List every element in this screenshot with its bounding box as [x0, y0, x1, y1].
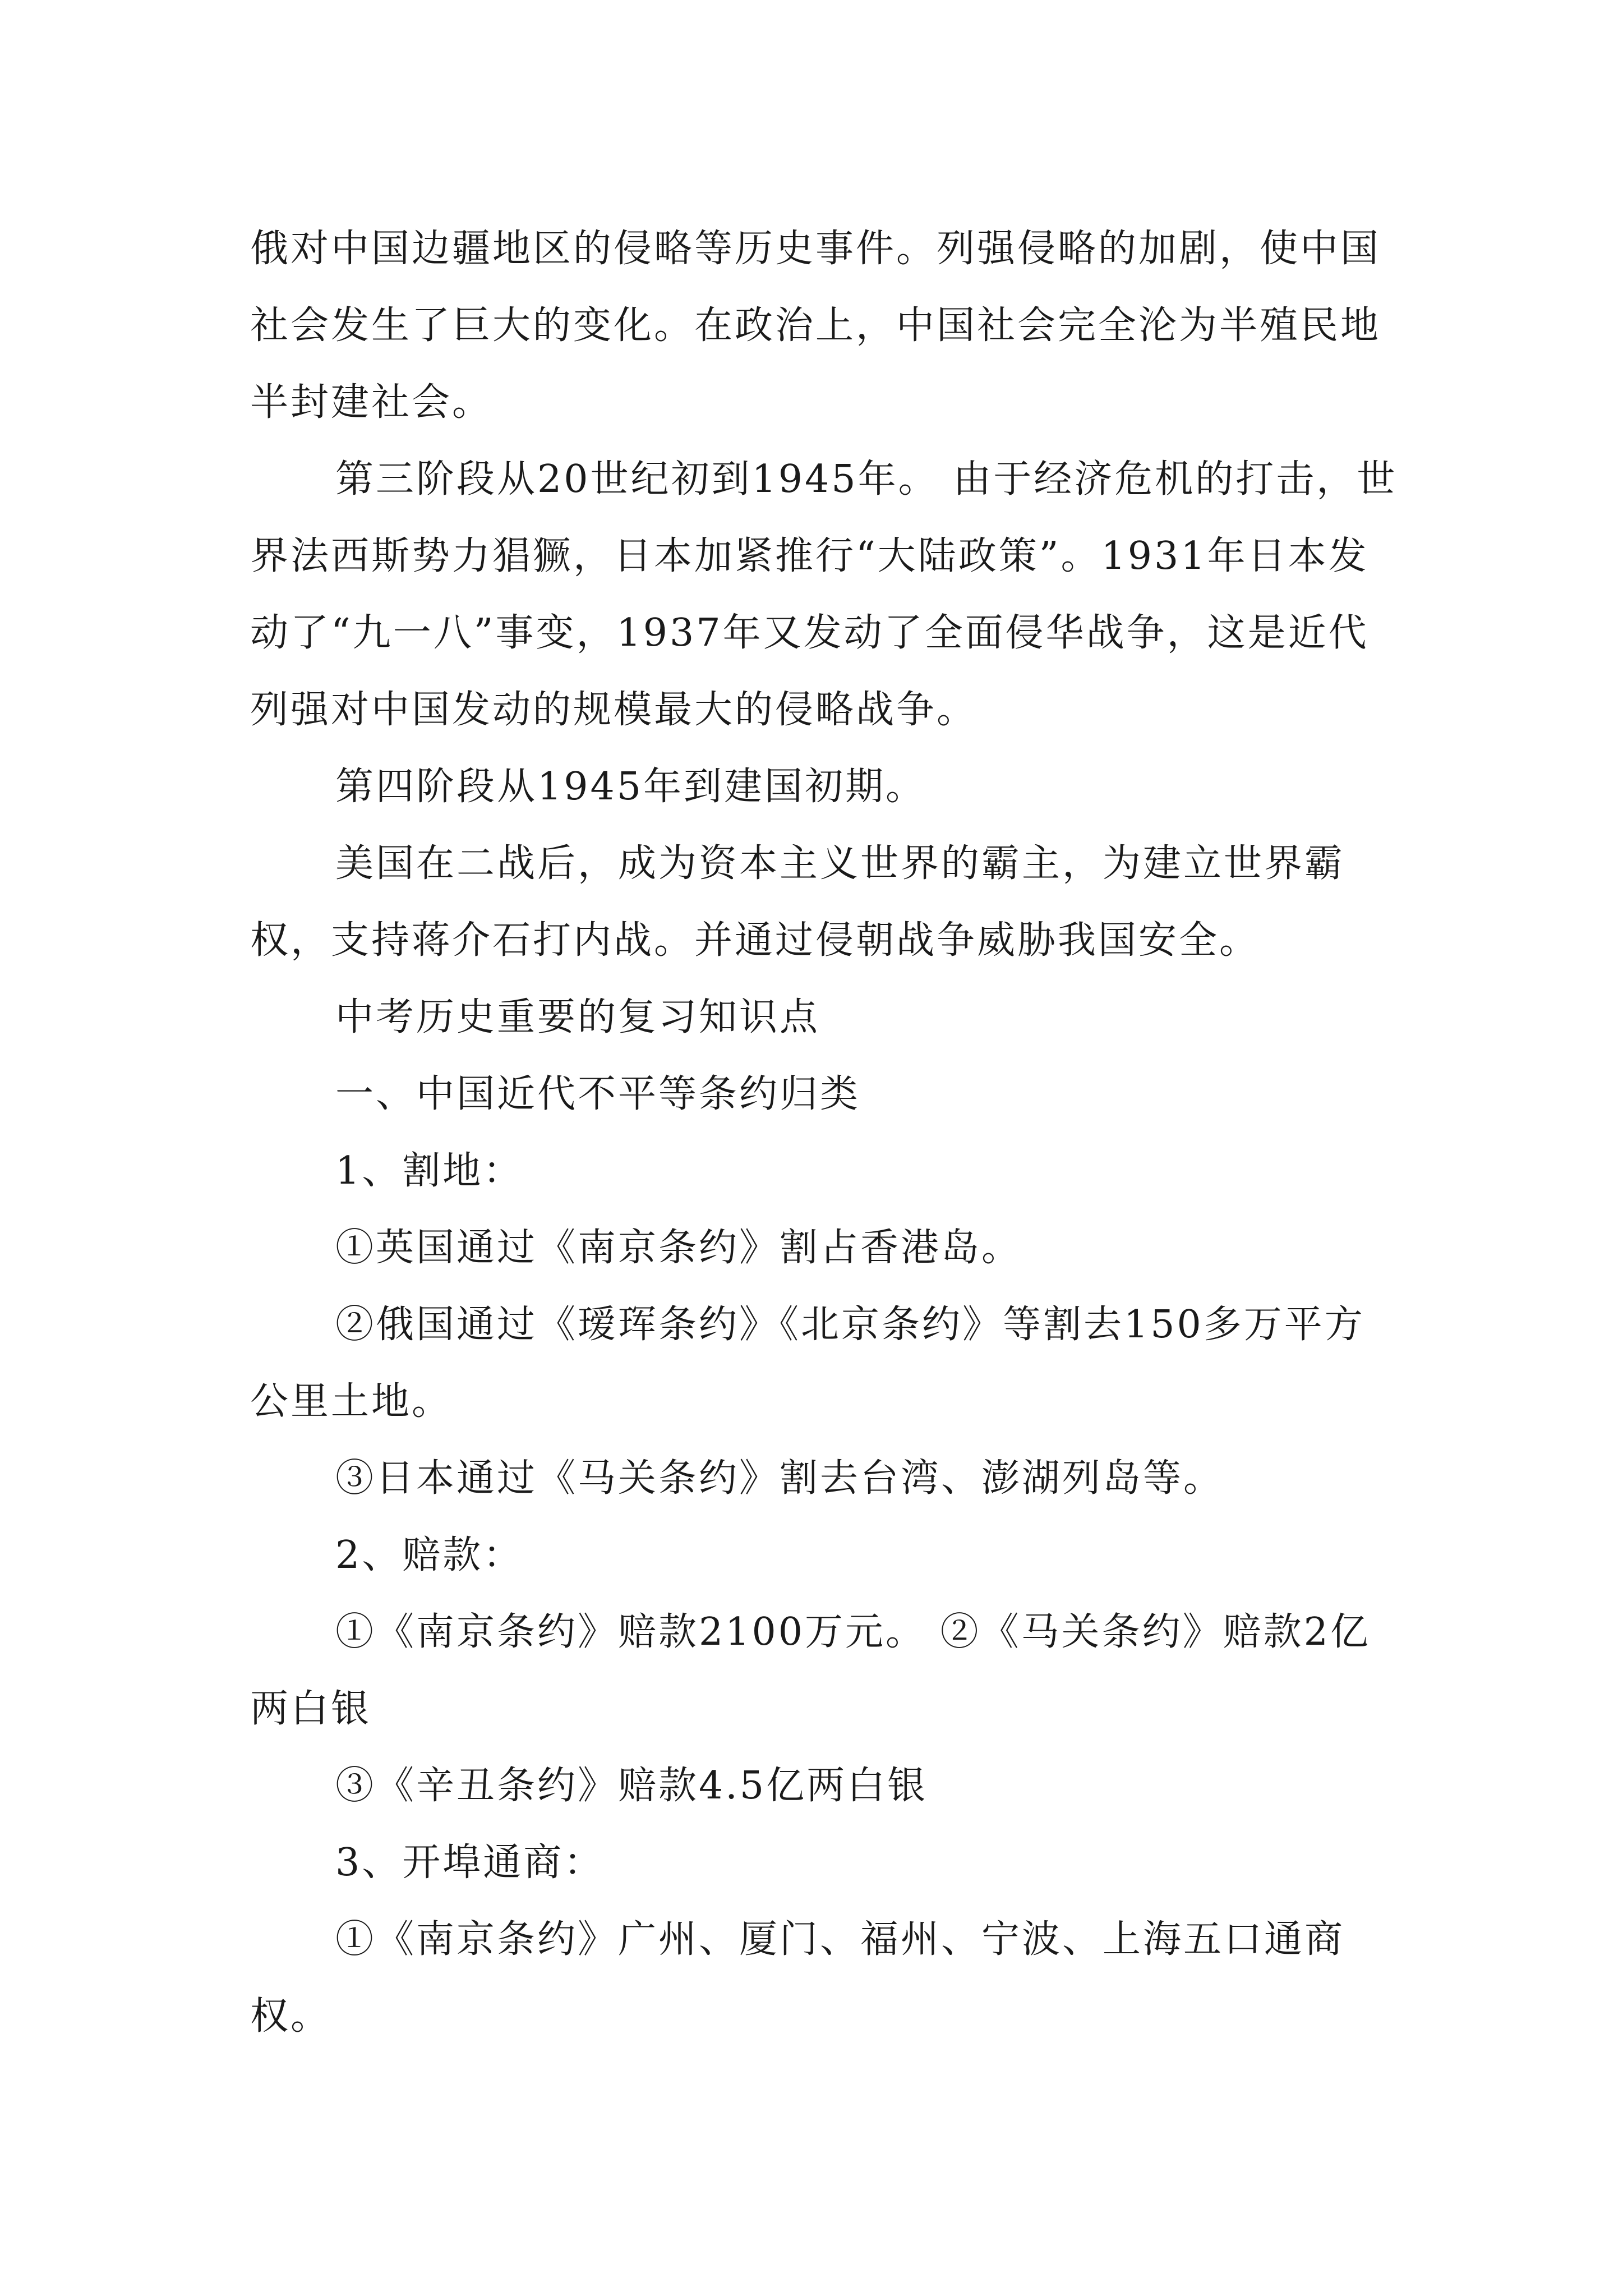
- list-item: ①《南京条约》广州、厦门、福州、宁波、上海五口通商权。: [250, 1917, 1345, 2039]
- paragraph-2: 第三阶段从20世纪初到1945年。 由于经济危机的打击，世界法西斯势力猖獗，日本加紧推行“大陆政策”。1931年日本发动了“九一八”事变，1937年又发动了全面侵华战争，这是近代列强对中国发动的规模最大的侵略战争。: [250, 457, 1398, 732]
- list-heading-cession: 1、割地：: [335, 1149, 524, 1193]
- list-item: ①英国通过《南京条约》割占香港岛。: [335, 1226, 1022, 1270]
- section-heading: 中考历史重要的复习知识点: [335, 995, 820, 1039]
- list-item: ①《南京条约》赔款2100万元。 ②《马关条约》赔款2亿两白银: [250, 1610, 1371, 1731]
- list-item: ③日本通过《马关条约》割去台湾、澎湖列岛等。: [335, 1456, 1224, 1501]
- list-item: ②俄国通过《瑷珲条约》《北京条约》等割去150多万平方公里土地。: [250, 1303, 1365, 1424]
- list-item: ③《辛丑条约》赔款4.5亿两白银: [335, 1764, 928, 1808]
- paragraph-3: 第四阶段从1945年到建国初期。: [335, 765, 926, 809]
- paragraph-4: 美国在二战后，成为资本主义世界的霸主，为建立世界霸权，支持蒋介石打内战。并通过侵朝战争威胁我国安全。: [250, 841, 1345, 963]
- list-heading-indemnity: 2、赔款：: [335, 1533, 524, 1577]
- document-body: [250, 210, 1400, 2055]
- subsection-heading: 一、中国近代不平等条约归类: [335, 1072, 861, 1116]
- paragraph-1: 俄对中国边疆地区的侵略等历史事件。列强侵略的加剧，使中国社会发生了巨大的变化。在政治上，中国社会完全沦为半殖民地半封建社会。: [250, 227, 1381, 425]
- list-heading-trade-ports: 3、开埠通商：: [335, 1841, 605, 1885]
